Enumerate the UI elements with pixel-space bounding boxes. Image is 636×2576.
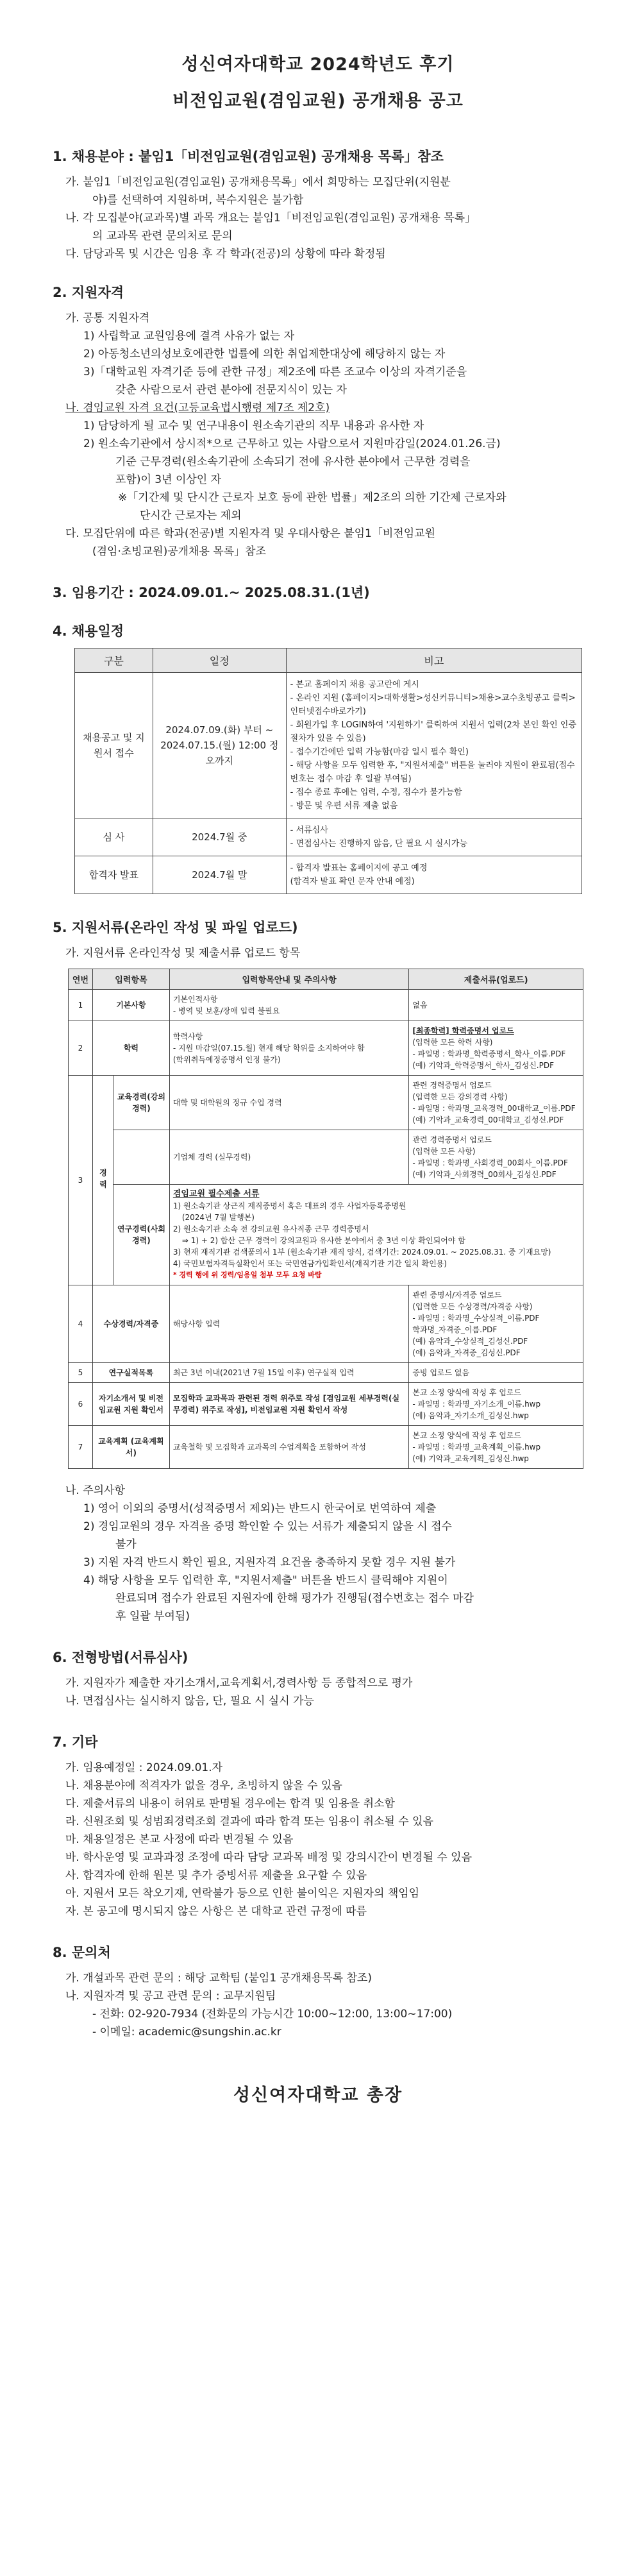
schedule-header-type: 구분 (75, 648, 153, 673)
contact-phone: - 전화: 02-920-7934 (전화문의 가능시간 10:00~12:00, 13:00~17:00) (92, 2008, 453, 2021)
s2-item-na: 나. 겸임교원 자격 요건(고등교육법시행령 제7조 제2호) (65, 402, 330, 414)
s5-item-na2: 2) 경임교원의 경우 자격을 증명 확인할 수 있는 서류가 제출되지 않을 시 접수 (83, 1520, 452, 1533)
s8-item-ga: 가. 개설과목 관련 문의 : 해당 교학팀 (붙임1 공개채용목록 참조) (65, 1972, 372, 1985)
table-row (69, 1383, 583, 1426)
schedule-row1-notes (286, 673, 582, 818)
schedule-table (74, 648, 582, 894)
note-line: - 온라인 지원 (홈페이지>대학생활>성신커뮤니티>채용>교수초빙공고 클릭>인터넷접수바로가기) (290, 693, 576, 716)
doc-r5-docs: 증빙 업로드 없음 (409, 1363, 583, 1383)
section-7-heading: 7. 기타 (53, 1734, 98, 1750)
doc-r3c-guide-line: ⇒ 1) + 2) 합산 근무 경력이 강의교원과 유사한 분야에서 총 3년 이상 확인되어야 함 (181, 1236, 465, 1245)
section-other (53, 1732, 583, 1920)
doc-header-item: 입력항목 (92, 969, 169, 990)
s7-item-ma: 마. 채용일정은 본교 사정에 따라 변경될 수 있음 (65, 1833, 294, 1846)
s2-item-da-cont: (겸임·초빙교원)공개채용 목록」참조 (92, 545, 266, 558)
schedule-row (75, 856, 582, 894)
doc-r3c-item: 연구경력(사회경력) (113, 1185, 169, 1285)
table-row (69, 1285, 583, 1363)
s2-item-ga3-cont: 갖춘 사람으로서 관련 분야에 전문지식이 있는 자 (115, 384, 347, 396)
section-5-heading: 5. 지원서류(온라인 작성 및 파일 업로드) (53, 920, 298, 935)
section-2-heading: 2. 지원자격 (53, 285, 124, 300)
table-row (69, 1130, 583, 1185)
s7-item-sa: 사. 합격자에 한해 원본 및 추가 증빙서류 제출을 요구할 수 있음 (65, 1869, 367, 1882)
note-line: - 서류심사 (290, 826, 328, 835)
schedule-row (75, 818, 582, 856)
doc-r1-guide: 기본인적사항 - 병역 및 보훈/장애 입력 불필요 (169, 990, 408, 1021)
doc-r2-guide: 학력사항 - 지원 마감일(07.15.월) 현재 해당 학위를 소지하여야 함 (학위취득예정증명서 인정 불가) (169, 1021, 408, 1076)
s5-item-na4-cont1: 완료되며 접수가 완료된 지원자에 한해 평가가 진행됨(접수번호는 접수 마감 (115, 1592, 474, 1605)
s6-item-na: 나. 면접심사는 실시하지 않음, 단, 필요 시 실시 가능 (65, 1695, 314, 1707)
s7-item-ga: 가. 임용예정일 : 2024.09.01.자 (65, 1761, 223, 1774)
section-documents (53, 917, 583, 1625)
doc-header-guide: 입력항목안내 및 주의사항 (169, 969, 408, 990)
section-qualifications (53, 282, 583, 561)
doc-r3c-guide-title: 겸임교원 필수제출 서류 (172, 1189, 260, 1199)
schedule-header-notes: 비고 (286, 648, 582, 673)
doc-header-upload: 제출서류(업로드) (409, 969, 583, 990)
doc-r7-docs: 본교 소정 양식에 작성 후 업로드 - 파일명 : 학과명_교육계획_이름.hwp (예) 기악과_교육계획_김성신.hwp (409, 1426, 583, 1469)
section-4-heading: 4. 채용일정 (53, 623, 124, 639)
schedule-row2-label: 심 사 (75, 818, 153, 856)
section-screening (53, 1647, 583, 1710)
schedule-row3-label: 합격자 발표 (75, 856, 153, 894)
s2-item-ga: 가. 공통 지원자격 (65, 312, 150, 325)
schedule-row3-notes (286, 856, 582, 894)
doc-r4-item: 수상경력/자격증 (92, 1285, 169, 1363)
s2-item-da: 다. 모집단위에 따른 학과(전공)별 지원자격 및 우대사항은 붙임1「비전임교원 (65, 527, 435, 540)
doc-r1-docs: 없음 (409, 990, 583, 1021)
doc-r2-no: 2 (69, 1021, 93, 1076)
s2-item-na1: 1) 담당하게 될 교수 및 연구내용이 원소속기관의 직무 내용과 유사한 자 (83, 419, 424, 432)
doc-r6-item: 자기소개서 및 비전임교원 지원 확인서 (92, 1383, 169, 1426)
doc-r5-no: 5 (69, 1363, 93, 1383)
note-line: - 합격자 발표는 홈페이지에 공고 예정 (290, 863, 428, 873)
note-line: - 면접심사는 진행하지 않음, 단 필요 시 실시가능 (290, 839, 468, 849)
doc-r3b-docs: 관련 경력증명서 업로드 (입력한 모든 사항) - 파일명 : 학과명_사회경력_00회사_이름.PDF (예) 기악과_사회경력_00회사_김성신.PDF (409, 1130, 583, 1185)
s2-note: ※「기간제 및 단시간 근로자 보호 등에 관한 법률」제2조의 의한 기간제 근로자와 (118, 491, 506, 504)
doc-r6-guide: 모집학과 교과목과 관련된 경력 위주로 작성 [겸임교원 세부경력(실무경력) 위주로 작성], 비전임교원 지원 확인서 작성 (169, 1383, 408, 1426)
doc-r3-career-label: 경력 (92, 1076, 113, 1285)
s7-item-na: 나. 채용분야에 적격자가 없을 경우, 초빙하지 않을 수 있음 (65, 1779, 342, 1792)
s1-item-ga-cont: 야)를 선택하여 지원하며, 복수지원은 불가함 (92, 194, 304, 207)
s7-item-da: 다. 제출서류의 내용이 허위로 판명될 경우에는 합격 및 임용을 취소함 (65, 1797, 395, 1810)
doc-header-no: 연번 (69, 969, 93, 990)
s5-item-na1: 1) 영어 이외의 증명서(성적증명서 제외)는 반드시 한국어로 번역하여 제출 (83, 1502, 437, 1515)
s1-item-da: 다. 담당과목 및 시간은 임용 후 각 학과(전공)의 상황에 따라 확정됨 (65, 248, 386, 260)
doc-r3c-guide-line: 4) 국민보험자격득실확인서 또는 국민연금가입확인서(재직기관 기간 일치 확인용) (172, 1259, 447, 1268)
s2-item-ga1: 1) 사립학교 교원임용에 결격 사유가 없는 자 (83, 330, 295, 343)
s2-item-na2-cont2: 포함)이 3년 이상인 자 (115, 473, 222, 486)
note-line: - 방문 및 우편 서류 제출 없음 (290, 801, 398, 811)
s1-item-ga: 가. 붙임1「비전임교원(겸임교원) 공개채용목록」에서 희망하는 모집단위(지원분 (65, 176, 451, 189)
doc-r6-docs: 본교 소정 양식에 작성 후 업로드 - 파일명 : 학과명_자기소개_이름.hwp (예) 음악과_자기소개_김성신.hwp (409, 1383, 583, 1426)
table-row (69, 1021, 583, 1076)
doc-r3c-guide-line: (2024년 7월 발행본) (181, 1213, 255, 1222)
table-row (69, 1426, 583, 1469)
s5-item-na2-cont: 불가 (115, 1538, 137, 1551)
documents-table (68, 969, 583, 1469)
section-recruitment-field (53, 146, 583, 263)
doc-r7-no: 7 (69, 1426, 93, 1469)
table-row (69, 990, 583, 1021)
s5-item-na: 나. 주의사항 (65, 1484, 125, 1497)
schedule-row2-notes (286, 818, 582, 856)
doc-r2-docs: (입력한 모든 학력 사항) - 파일명 : 학과명_학력증명서_학사_이름.PDF (예) 기악과_학력증명서_학사_김성신.PDF (412, 1038, 566, 1070)
s7-item-ja: 자. 본 공고에 명시되지 않은 사항은 본 대학교 관련 규정에 따름 (65, 1905, 367, 1918)
note-line: - 해당 사항을 모두 입력한 후, "지원서제출" 버튼을 눌러야 지원이 완료됨(접수번호는 접수 마감 후 일괄 부여됨) (290, 761, 575, 784)
s1-item-na-cont: 의 교과목 관련 문의처로 문의 (92, 230, 233, 242)
schedule-row2-date: 2024.7월 중 (153, 818, 286, 856)
s2-item-na2: 2) 원소속기관에서 상시적*으로 근무하고 있는 사람으로서 지원마감일(2024.01.26.금) (83, 437, 501, 450)
section-3-heading: 3. 임용기간 : 2024.09.01.~ 2025.08.31.(1년) (53, 585, 370, 600)
title-line-2: 비전임교원(겸임교원) 공개채용 공고 (172, 91, 464, 111)
s1-item-na: 나. 각 모집분야(교과목)별 과목 개요는 붙임1「비전임교원(겸임교원) 공개채용 목록」 (65, 212, 476, 225)
doc-r2-docs-cell (409, 1021, 583, 1076)
doc-r7-item: 교육계획 (교육계획서) (92, 1426, 169, 1469)
schedule-row1-date: 2024.07.09.(화) 부터 ~ 2024.07.15.(월) 12:00 정오까지 (153, 673, 286, 818)
doc-r3c-guide-line: 2) 원소속기관 소속 전 강의교원 유사직종 근무 경력증명서 (172, 1224, 369, 1233)
section-6-heading: 6. 전형방법(서류심사) (53, 1650, 188, 1665)
table-row (69, 1076, 583, 1130)
doc-r3c-guide-line: 3) 현재 재직기관 검색품의서 1부 (원소속기관 재직 양식, 검색기간: 2024.09.01. ~ 2025.08.31. 중 기재요망) (172, 1248, 551, 1257)
section-period (53, 582, 583, 602)
s8-item-na: 나. 지원자격 및 공고 관련 문의 : 교무지원팀 (65, 1990, 276, 2003)
note-line: - 본교 홈페이지 채용 공고란에 게시 (290, 680, 419, 690)
doc-r4-no: 4 (69, 1285, 93, 1363)
doc-r2-item: 학력 (92, 1021, 169, 1076)
doc-r3a-docs: 관련 경력증명서 업로드 (입력한 모든 강의경력 사항) - 파일명 : 학과명_교육경력_00대학교_이름.PDF (예) 기악과_교육경력_00대학교_김성신.PDF (409, 1076, 583, 1130)
note-line: - 접수 종료 후에는 입력, 수정, 접수가 불가능함 (290, 788, 462, 797)
doc-r3b-item-empty (113, 1130, 169, 1185)
note-line: - 회원가입 후 LOGIN하여 '지원하기' 클릭하여 지원서 입력(2차 본인 확인 인증 절차가 있을 수 있음) (290, 720, 576, 743)
s7-item-aa: 아. 지원서 모든 착오기재, 연락불가 등으로 인한 불이익은 지원자의 책임임 (65, 1887, 420, 1900)
doc-r2-docs-title: [최종학력] 학력증명서 업로드 (412, 1026, 514, 1035)
doc-r6-no: 6 (69, 1383, 93, 1426)
doc-r3c-guide-cell (169, 1185, 583, 1285)
doc-r5-item: 연구실적목록 (92, 1363, 169, 1383)
note-line: (합격자 발표 확인 문자 안내 예정) (290, 877, 415, 886)
s2-item-ga3: 3)「대학교원 자격기준 등에 관한 규정」제2조에 따른 조교수 이상의 자격기준을 (83, 366, 467, 378)
doc-r3a-item: 교육경력(강의경력) (113, 1076, 169, 1130)
doc-r1-no: 1 (69, 990, 93, 1021)
doc-r3c-guide-red: * 경력 행에 위 경력/임용일 첨부 모두 요청 바람 (172, 1271, 322, 1279)
table-row (69, 1185, 583, 1285)
section-schedule (53, 621, 583, 894)
section-contact (53, 1942, 583, 2041)
footer-signature: 성신여자대학교 총장 (233, 2085, 403, 2105)
section-1-heading: 1. 채용분야 : 붙임1「비전임교원(겸임교원) 공개채용 목록」참조 (53, 149, 444, 164)
s7-item-ra: 라. 신원조회 및 성범죄경력조회 결과에 따라 합격 또는 임용이 취소될 수 있음 (65, 1815, 433, 1828)
doc-r1-item: 기본사항 (92, 990, 169, 1021)
s5-item-na3: 3) 지원 자격 반드시 확인 필요, 지원자격 요건을 충족하지 못할 경우 지원 불가 (83, 1556, 456, 1569)
s2-item-na2-cont1: 기준 근무경력(원소속기관에 소속되기 전에 유사한 분야에서 근무한 경력을 (115, 455, 471, 468)
contact-email: - 이메일: academic@sungshin.ac.kr (92, 2026, 281, 2038)
schedule-row (75, 673, 582, 818)
section-8-heading: 8. 문의처 (53, 1945, 111, 1960)
doc-r3c-guide-line: 1) 원소속기관 상근직 재직증명서 혹은 대표의 경우 사업자등록증명원 (172, 1201, 406, 1210)
note-line: - 접수기간에만 입력 가능함(마감 일시 필수 확인) (290, 747, 469, 757)
doc-r3b-guide: 기업체 경력 (실무경력) (169, 1130, 408, 1185)
s6-item-ga: 가. 지원자가 제출한 자기소개서,교육계획서,경력사항 등 종합적으로 평가 (65, 1677, 413, 1690)
schedule-header-date: 일정 (153, 648, 286, 673)
s2-note-cont: 단시간 근로자는 제외 (140, 509, 242, 522)
doc-r3-no: 3 (69, 1076, 93, 1285)
s2-item-ga2: 2) 아동청소년의성보호에관한 법률에 의한 취업제한대상에 해당하지 않는 자 (83, 348, 446, 360)
schedule-row1-label: 채용공고 및 지원서 접수 (75, 673, 153, 818)
doc-r4-guide: 해당사항 입력 (169, 1285, 408, 1363)
doc-r3a-guide: 대학 및 대학원의 정규 수업 경력 (169, 1076, 408, 1130)
s7-item-ba: 바. 학사운영 및 교과과정 조정에 따라 담당 교과목 배정 및 강의시간이 변경될 수 있음 (65, 1851, 473, 1864)
schedule-row3-date: 2024.7월 말 (153, 856, 286, 894)
doc-r7-guide: 교육철학 및 모집학과 교과목의 수업계획을 포함하여 작성 (169, 1426, 408, 1469)
doc-r5-guide: 최근 3년 이내(2021년 7월 15일 이후) 연구실적 입력 (169, 1363, 408, 1383)
title-line-1: 성신여자대학교 2024학년도 후기 (181, 55, 455, 74)
s5-item-na4: 4) 해당 사항을 모두 입력한 후, "지원서제출" 버튼을 반드시 클릭해야 지원이 (83, 1574, 448, 1587)
s5-item-ga: 가. 지원서류 온라인작성 및 제출서류 업로드 항목 (65, 947, 301, 960)
s5-item-na4-cont2: 후 일괄 부여됨) (115, 1610, 190, 1623)
table-row (69, 1363, 583, 1383)
doc-r4-docs: 관련 증명서/자격증 업로드 (입력한 모든 수상경력/자격증 사항) - 파일명 : 학과명_수상실적_이름.PDF 학과명_자격증_이름.PDF (예) 음악과_수상실적_김성신.PDF (예) 음악과_자격증_김성신.PDF (409, 1285, 583, 1363)
